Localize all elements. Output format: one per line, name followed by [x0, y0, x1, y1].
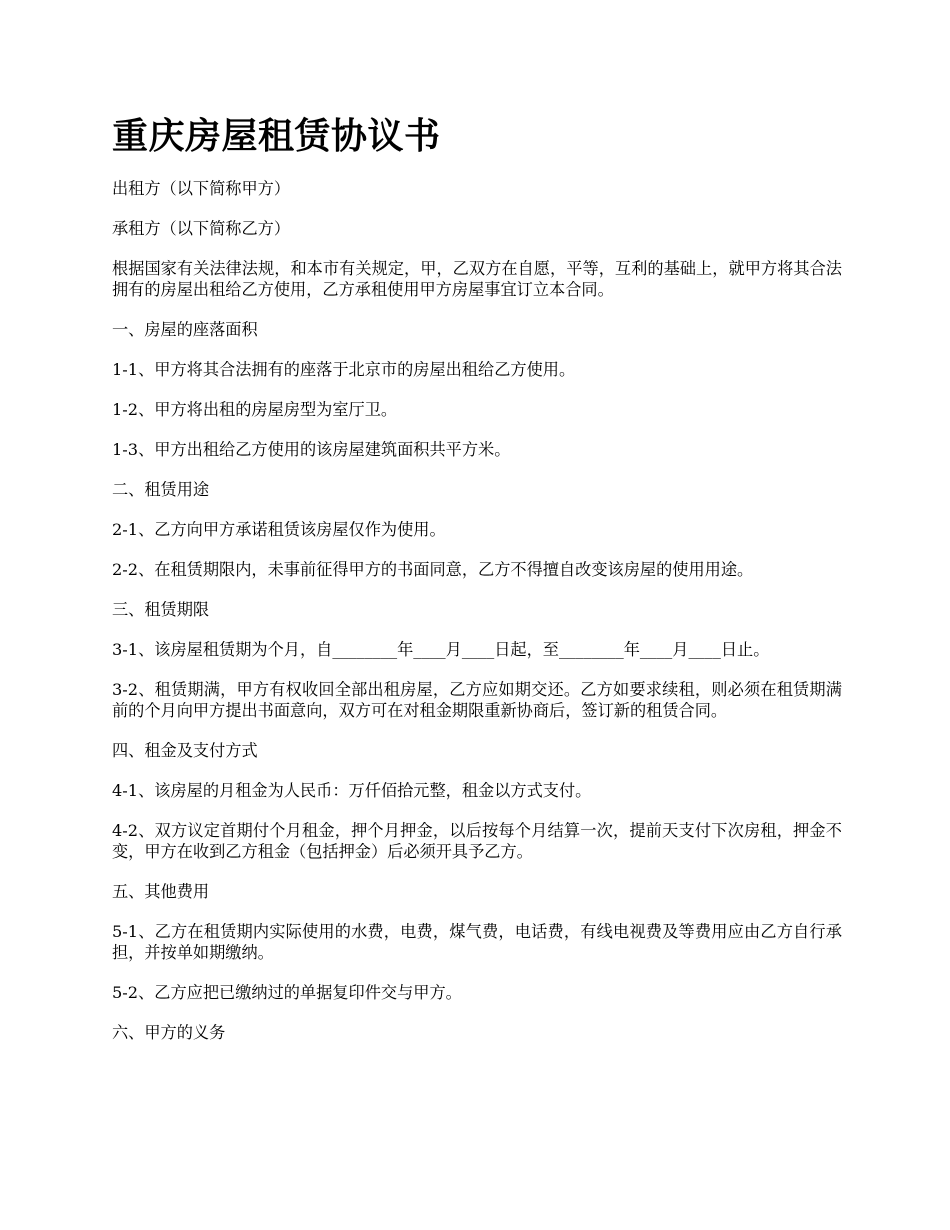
clause-5-1: 5-1、乙方在租赁期内实际使用的水费，电费，煤气费，电话费，有线电视费及等费用应由乙方自行承担，并按单如期缴纳。	[112, 922, 842, 962]
section-heading-6: 六、甲方的义务	[112, 1023, 226, 1042]
clause-1-1: 1-1、甲方将其合法拥有的座落于北京市的房屋出租给乙方使用。	[112, 360, 576, 379]
clause-2-1: 2-1、乙方向甲方承诺租赁该房屋仅作为使用。	[112, 520, 446, 539]
party-a-line: 出租方（以下简称甲方）	[112, 179, 291, 198]
clause-1-2: 1-2、甲方将出租的房屋房型为室厅卫。	[112, 400, 398, 419]
section-heading-1: 一、房屋的座落面积	[112, 320, 258, 339]
clause-3-2: 3-2、租赁期满，甲方有权收回全部出租房屋，乙方应如期交还。乙方如要求续租，则必须在租赁期满前的个月向甲方提出书面意向，双方可在对租金期限重新协商后，签订新的租赁合同。	[112, 680, 842, 720]
document-title: 重庆房屋租赁协议书	[112, 115, 441, 157]
clause-1-3: 1-3、甲方出租给乙方使用的该房屋建筑面积共平方米。	[112, 440, 511, 459]
party-b-line: 承租方（以下简称乙方）	[112, 219, 291, 238]
clause-4-1: 4-1、该房屋的月租金为人民币：万仟佰拾元整，租金以方式支付。	[112, 781, 592, 800]
section-heading-2: 二、租赁用途	[112, 480, 210, 499]
section-heading-5: 五、其他费用	[112, 882, 210, 901]
document-page	[112, 108, 842, 1062]
clause-5-2: 5-2、乙方应把已缴纳过的单据复印件交与甲方。	[112, 983, 462, 1002]
clause-2-2: 2-2、在租赁期限内，未事前征得甲方的书面同意，乙方不得擅自改变该房屋的使用用途。	[112, 560, 754, 579]
preamble-paragraph: 根据国家有关法律法规，和本市有关规定，甲，乙双方在自愿，平等，互利的基础上，就甲方将其合法拥有的房屋出租给乙方使用，乙方承租使用甲方房屋事宜订立本合同。	[112, 259, 842, 299]
section-heading-3: 三、租赁期限	[112, 600, 210, 619]
clause-4-2: 4-2、双方议定首期付个月租金，押个月押金，以后按每个月结算一次，提前天支付下次房租，押金不变，甲方在收到乙方租金（包括押金）后必须开具予乙方。	[112, 821, 842, 861]
clause-3-1: 3-1、该房屋租赁期为个月，自________年____月____日起，至________年____月____日止。	[112, 640, 770, 659]
section-heading-4: 四、租金及支付方式	[112, 741, 258, 760]
